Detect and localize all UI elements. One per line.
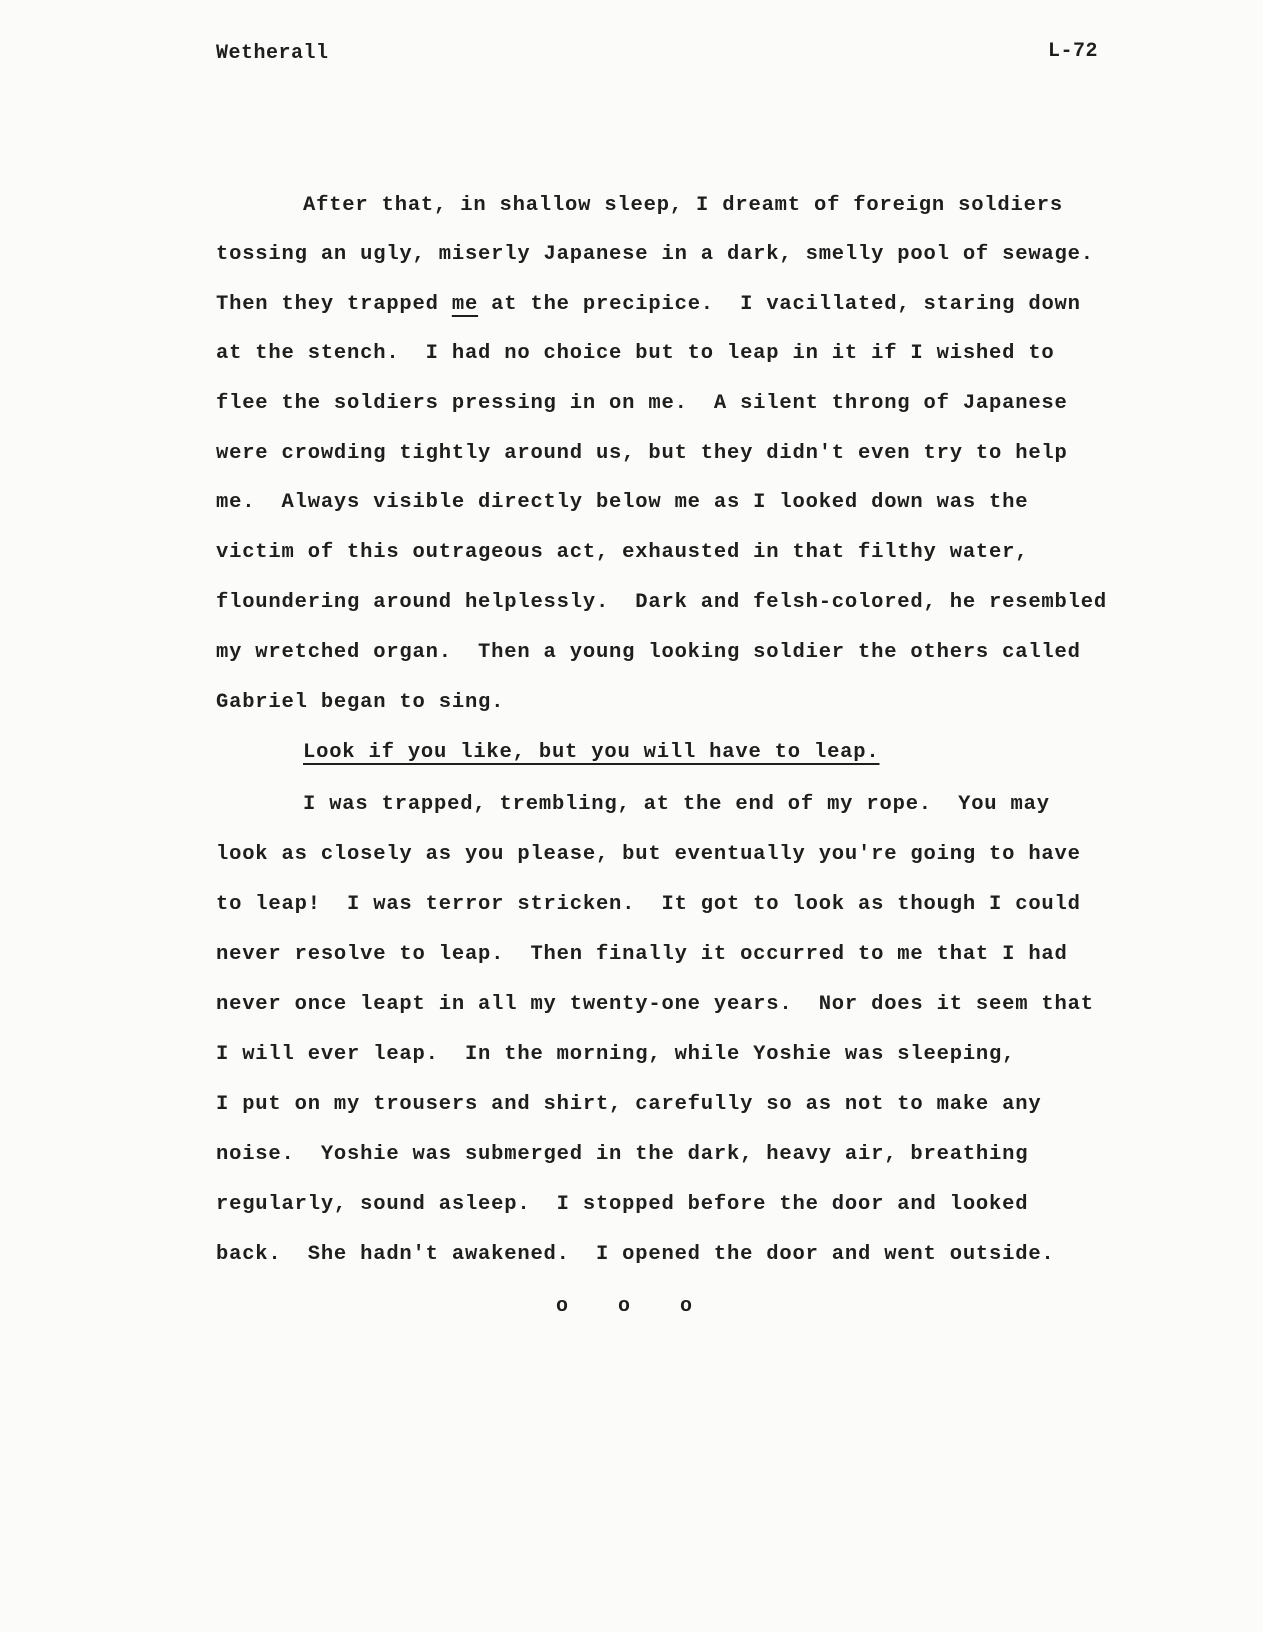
text-line: floundering around helplessly. Dark and felsh-colored, he resembled [216, 591, 1107, 614]
author-header: Wetherall [216, 42, 329, 65]
text-line: I was trapped, trembling, at the end of my rope. You may [303, 793, 1050, 816]
page-number: L-72 [1047, 40, 1098, 63]
text-line: victim of this outrageous act, exhausted in that filthy water, [216, 541, 1029, 564]
text-line: regularly, sound asleep. I stopped before the door and looked [216, 1193, 1029, 1216]
text-line: Gabriel began to sing. [216, 691, 505, 714]
song-line [303, 739, 880, 767]
text-line: I put on my trousers and shirt, carefully so as not to make any [216, 1093, 1042, 1116]
text-line: me. Always visible directly below me as I looked down was the [216, 491, 1029, 514]
text-line: were crowding tightly around us, but they didn't even try to help [216, 442, 1068, 465]
text-line: never resolve to leap. Then finally it occurred to me that I had [216, 943, 1068, 966]
text-line: noise. Yoshie was submerged in the dark, heavy air, breathing [216, 1143, 1029, 1166]
text-line: back. She hadn't awakened. I opened the door and went outside. [216, 1243, 1055, 1266]
text-line: flee the soldiers pressing in on me. A silent throng of Japanese [216, 392, 1068, 415]
text-line-with-emphasis [216, 291, 1081, 319]
text-line: never once leapt in all my twenty-one years. Nor does it seem that [216, 993, 1094, 1016]
section-separator-mark: o [680, 1295, 693, 1318]
text-line: look as closely as you please, but eventually you're going to have [216, 843, 1081, 866]
text-fragment: Then they trapped [216, 293, 439, 316]
text-line: to leap! I was terror stricken. It got to look as though I could [216, 893, 1081, 916]
text-line: After that, in shallow sleep, I dreamt of foreign soldiers [303, 194, 1063, 217]
section-separator-mark: o [618, 1295, 631, 1318]
text-line: at the stench. I had no choice but to leap in it if I wished to [216, 342, 1055, 365]
text-line: tossing an ugly, miserly Japanese in a dark, smelly pool of sewage. [216, 243, 1094, 266]
text-line: I will ever leap. In the morning, while Yoshie was sleeping, [216, 1043, 1016, 1066]
section-separator-mark: o [556, 1295, 569, 1318]
underlined-song-text: Look if you like, but you will have to leap. [303, 741, 880, 764]
text-fragment: at the precipice. I vacillated, staring down [491, 293, 1081, 316]
text-line: my wretched organ. Then a young looking soldier the others called [216, 641, 1081, 664]
underlined-word: me [451, 293, 479, 316]
